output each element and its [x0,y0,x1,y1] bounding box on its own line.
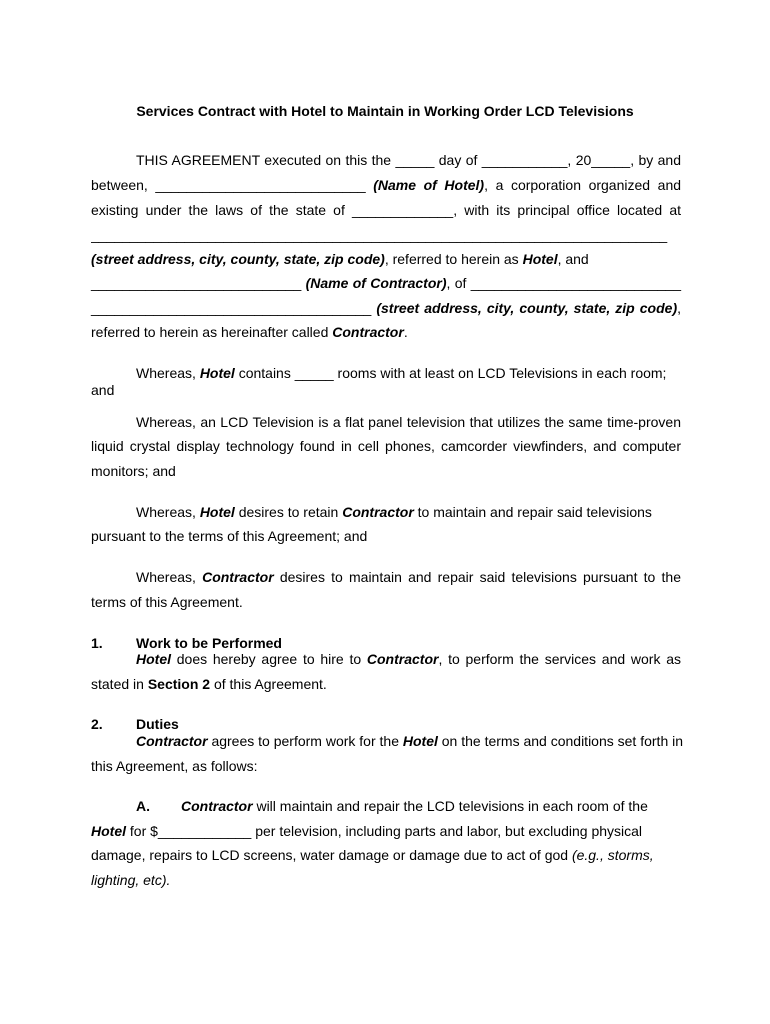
intro-text: , and [557,251,589,267]
whereas-3-line-2: pursuant to the terms of this Agreement; and [91,528,368,544]
intro-line-8 [91,323,681,341]
whereas-text: contains _____ rooms with at least on LCD Televisions in each room; [234,365,667,381]
intro-line-1 [91,151,681,169]
document-title: Services Contract with Hotel to Maintain in Working Order LCD Televisions [136,103,634,119]
whereas-3-line-1 [91,503,681,521]
hotel-term: Hotel [91,823,126,839]
subsection-a-line-4: lighting, etc). [91,872,171,888]
section-2-line-2: this Agreement, as follows: [91,758,258,774]
intro-line-7 [91,299,681,317]
hotel-term: Hotel [199,365,235,381]
hotel-term: Hotel [136,651,171,667]
whereas-text: Whereas, [136,569,203,585]
whereas-text: desires to retain [234,504,343,520]
intro-text: existing under the laws of the state of _____________, with its principal office located at [91,202,681,218]
whereas-4-line-2: terms of this Agreement. [91,594,243,610]
whereas-1-line-1 [91,364,681,382]
intro-text: between, ___________________________ [91,177,374,193]
subsection-a-line-2 [91,822,643,840]
intro-line-3 [91,201,681,219]
contractor-term: Contractor [181,798,253,814]
section-2-heading: Duties [136,716,179,732]
whereas-text: Whereas, an LCD Television is a flat panel television that utilizes the same time-proven [136,414,681,430]
whereas-text: desires to maintain and repair said televisions pursuant to the [273,569,681,585]
intro-line-4 [91,226,677,244]
intro-text: , [677,300,681,316]
intro-line-6 [91,274,681,292]
section-2-line-1 [91,732,684,750]
whereas-text: liquid crystal display technology found in cell phones, camcorder viewfinders, and computer [91,438,681,454]
section-text: does hereby agree to hire to [171,651,367,667]
contractor-term: Contractor [366,651,439,667]
section-text: on the terms and conditions set forth in [437,733,684,749]
section-1-heading: Work to be Performed [136,635,282,651]
section-text: agrees to perform work for the [207,733,403,749]
hotel-term: Hotel [199,504,235,520]
hotel-term: Hotel [522,251,558,267]
intro-text: , of ___________________________ [446,275,681,291]
intro-line-5 [91,250,681,268]
section-text: stated in [91,676,148,692]
contractor-term: Contractor [332,324,404,340]
whereas-text: to maintain and repair said televisions [413,504,652,520]
intro-text: THIS AGREEMENT executed on this the _____ day of ___________, 20_____, by and [136,152,681,168]
name-of-contractor-placeholder: (Name of Contractor) [305,275,447,291]
whereas-2-line-2 [91,437,681,455]
hotel-term: Hotel [402,733,438,749]
contractor-address-placeholder: (street address, city, county, state, zip code) [376,300,678,316]
contractor-term: Contractor [342,504,414,520]
section-1-line-2 [91,675,681,693]
address-blank: __________________________________________________________________________ [91,227,668,243]
whereas-2-line-1 [91,413,681,431]
whereas-1-line-2: and [91,382,115,398]
intro-line-2 [91,176,681,194]
section-1-number: 1. [91,635,103,651]
section-2-number: 2. [91,716,103,732]
section-text: of this Agreement. [210,676,327,692]
subsection-text: will maintain and repair the LCD televisions in each room of the [252,798,648,814]
subsection-text: damage, repairs to LCD screens, water damage or damage due to act of god [91,847,572,863]
contractor-term: Contractor [202,569,274,585]
whereas-2-line-3: monitors; and [91,463,176,479]
intro-text: . [403,324,408,340]
subsection-a-line-3 [91,846,654,864]
section-1-line-1 [91,650,681,668]
subsection-a-letter: A. [136,798,150,814]
whereas-text: Whereas, [136,365,200,381]
name-of-hotel-placeholder: (Name of Hotel) [373,177,485,193]
intro-text: , referred to herein as [384,251,523,267]
whereas-4-line-1 [91,568,681,586]
intro-text: referred to herein as hereinafter called [91,324,333,340]
hotel-address-placeholder: (street address, city, county, state, zip code) [91,251,385,267]
intro-text: ___________________________ [91,275,306,291]
subsection-a-line-1 [181,797,646,815]
subsection-text: for $____________ per television, including parts and labor, but excluding physical [126,823,643,839]
intro-text: ____________________________________ [91,300,377,316]
contractor-term: Contractor [136,733,208,749]
section-2-reference: Section 2 [147,676,211,692]
section-text: , to perform the services and work as [438,651,681,667]
whereas-text: Whereas, [136,504,200,520]
examples-text: (e.g., storms, [571,847,654,863]
intro-text: , a corporation organized and [484,177,682,193]
